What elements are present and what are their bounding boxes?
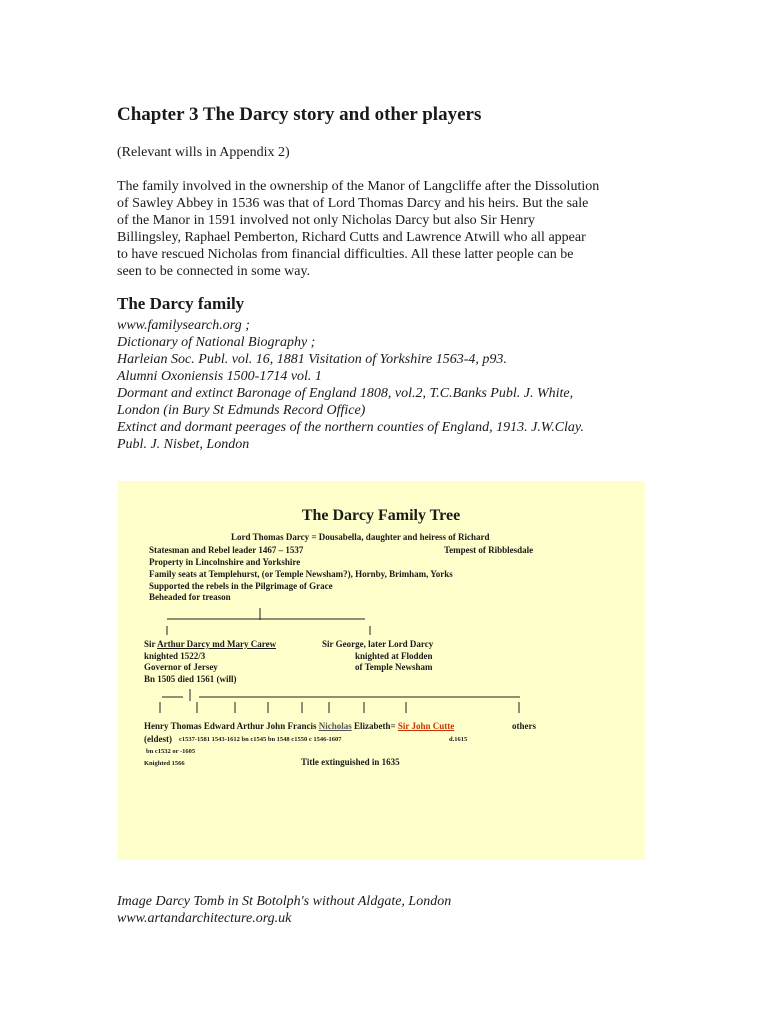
tree-arthur-detail: Bn 1505 died 1561 (will) <box>144 674 237 684</box>
tree-cutte-death: d.1615 <box>449 736 468 743</box>
tree-arthur <box>144 639 276 649</box>
tree-dates-row: c1537-1581 1543-1612 bn c1545 bn 1548 c1550 c 1546-1607 <box>179 736 342 743</box>
intro-line: The family involved in the ownership of the Manor of Langcliffe after the Dissolution <box>117 179 600 194</box>
references-list <box>117 317 662 453</box>
reference-item: Harleian Soc. Publ. vol. 16, 1881 Visitation of Yorkshire 1563-4, p93. <box>117 352 507 367</box>
tree-extinguished: Title extinguished in 1635 <box>301 757 400 767</box>
children-names: Henry Thomas Edward Arthur John Francis <box>144 721 319 731</box>
intro-paragraph <box>117 178 662 280</box>
family-tree-panel <box>117 481 645 860</box>
reference-item: Dormant and extinct Baronage of England 1808, vol.2, T.C.Banks Publ. J. White, <box>117 386 574 401</box>
intro-line: seen to be connected in some way. <box>117 264 311 279</box>
nicholas-link[interactable]: Nicholas <box>318 721 352 731</box>
chapter-title: Chapter 3 The Darcy story and other players <box>117 104 482 125</box>
tree-george-detail: knighted at Flodden <box>355 651 433 661</box>
tree-eldest: (eldest) <box>144 734 172 744</box>
tree-root-right: Tempest of Ribblesdale <box>444 545 534 555</box>
john-cutte-link[interactable]: Sir John Cutte <box>397 721 455 731</box>
tree-root-detail: Beheaded for treason <box>149 592 231 602</box>
tree-title: The Darcy Family Tree <box>301 507 461 524</box>
elizabeth-label: Elizabeth= <box>351 721 398 731</box>
tree-henry-born: bn c1532 or -1605 <box>146 748 196 755</box>
tree-george: Sir George, later Lord Darcy <box>322 639 434 649</box>
reference-item: www.familysearch.org ; <box>117 318 250 333</box>
intro-line: Billingsley, Raphael Pemberton, Richard Cutts and Lawrence Atwill who all appear <box>117 230 586 245</box>
reference-item: Extinct and dormant peerages of the northern counties of England, 1913. J.W.Clay. <box>117 420 584 435</box>
arthur-darcy-label: Arthur Darcy md Mary Carew <box>157 639 277 649</box>
reference-item: Alumni Oxoniensis 1500-1714 vol. 1 <box>117 369 322 384</box>
image-caption <box>117 893 451 927</box>
tree-root-detail: Family seats at Templehurst, (or Temple Newsham?), Hornby, Brimham, Yorks <box>149 569 453 579</box>
tree-root-left: Statesman and Rebel leader 1467 – 1537 <box>149 545 304 555</box>
chapter-subtitle: (Relevant wills in Appendix 2) <box>117 145 290 160</box>
tree-arthur-detail: knighted 1522/3 <box>144 651 206 661</box>
reference-item: Publ. J. Nisbet, London <box>117 437 250 452</box>
reference-item: London (in Bury St Edmunds Record Office) <box>117 403 366 418</box>
tree-children-row <box>144 721 454 731</box>
caption-line: www.artandarchitecture.org.uk <box>117 911 292 926</box>
caption-line: Image Darcy Tomb in St Botolph's without Aldgate, London <box>117 894 452 909</box>
tree-others: others <box>512 721 536 731</box>
section-title: The Darcy family <box>117 294 245 313</box>
tree-root-detail: Property in Lincolnshire and Yorkshire <box>149 557 301 567</box>
arthur-prefix: Sir <box>144 639 158 649</box>
intro-line: to have rescued Nicholas from financial difficulties. All these latter people can be <box>117 247 574 262</box>
tree-henry-knighted: Knighted 1566 <box>144 760 185 767</box>
tree-root-line: Lord Thomas Darcy = Dousabella, daughter and heiress of Richard <box>231 532 490 542</box>
tree-root-detail: Supported the rebels in the Pilgrimage of Grace <box>149 581 333 591</box>
intro-line: of Sawley Abbey in 1536 was that of Lord Thomas Darcy and his heirs. But the sale <box>117 196 589 211</box>
intro-line: of the Manor in 1591 involved not only Nicholas Darcy but also Sir Henry <box>117 213 535 228</box>
tree-arthur-detail: Governor of Jersey <box>144 662 218 672</box>
reference-item: Dictionary of National Biography ; <box>117 335 316 350</box>
tree-george-detail: of Temple Newsham <box>355 662 433 672</box>
